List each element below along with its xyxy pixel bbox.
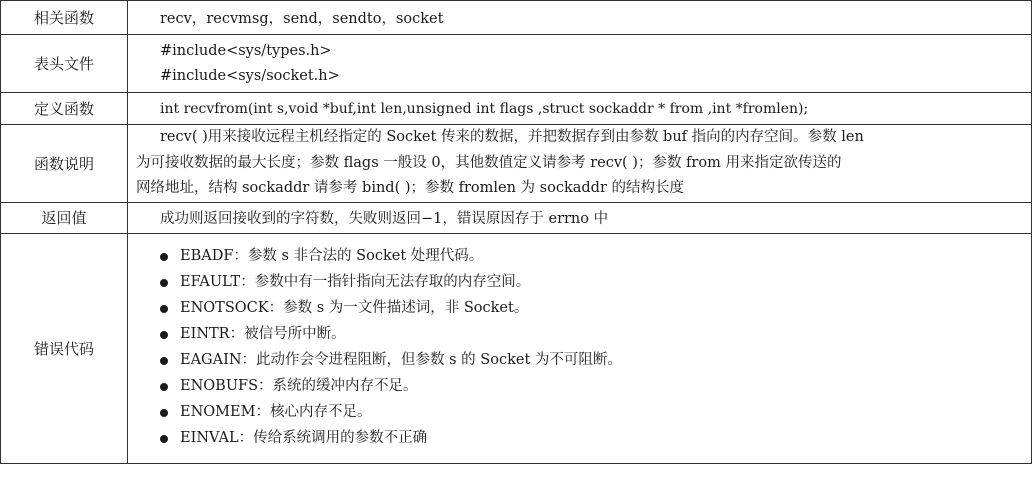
label-header-files: 表头文件 <box>1 35 128 93</box>
label-return-value: 返回值 <box>1 202 128 233</box>
error-code-text: EINVAL：传给系统调用的参数不正确 <box>180 429 428 446</box>
bullet-icon <box>160 357 168 365</box>
label-error-codes: 错误代码 <box>1 233 128 463</box>
row-definition <box>1 93 1032 125</box>
header-file-line: #include<sys/socket.h> <box>160 67 340 84</box>
bullet-icon <box>160 253 168 261</box>
label-description: 函数说明 <box>1 125 128 203</box>
list-item <box>160 322 1023 348</box>
list-item <box>160 374 1023 400</box>
bullet-icon <box>160 409 168 417</box>
error-code-text: EAGAIN：此动作会令进程阻断，但参数 s 的 Socket 为不可阻断。 <box>180 352 622 368</box>
row-header-files <box>1 35 1032 93</box>
description-line: 为可接收数据的最大长度；参数 flags 一般设 0，其他数值定义请参考 recv( )；参数 from 用来指定欲传送的 <box>136 154 842 171</box>
bullet-icon <box>160 331 168 339</box>
value-related-functions: recv，recvmsg，send，sendto，socket <box>128 1 1032 35</box>
value-description <box>128 125 1032 203</box>
value-error-codes <box>128 233 1032 463</box>
bullet-icon <box>160 305 168 313</box>
header-file-line: #include<sys/types.h> <box>160 42 332 59</box>
error-code-text: EFAULT：参数中有一指针指向无法存取的内存空间。 <box>180 274 531 291</box>
value-header-files <box>128 35 1032 93</box>
row-return-value <box>1 202 1032 233</box>
description-line: 网络地址，结构 sockaddr 请参考 bind( )；参数 fromlen 为 sockaddr 的结构长度 <box>136 180 684 196</box>
list-item <box>160 426 1023 452</box>
list-item <box>160 296 1023 322</box>
value-definition: int recvfrom(int s,void *buf,int len,unsigned int flags ,struct sockaddr * from ,int *fromlen); <box>128 93 1032 125</box>
label-related-functions: 相关函数 <box>1 1 128 35</box>
row-error-codes <box>1 233 1032 463</box>
error-code-text: ENOBUFS：系统的缓冲内存不足。 <box>180 377 418 394</box>
error-code-list <box>154 244 1023 451</box>
bullet-icon <box>160 279 168 287</box>
bullet-icon <box>160 383 168 391</box>
error-code-text: EINTR：被信号所中断。 <box>180 326 346 343</box>
row-related-functions <box>1 1 1032 35</box>
list-item <box>160 400 1023 426</box>
description-line: recv( )用来接收远程主机经指定的 Socket 传来的数据，并把数据存到由参数 buf 指向的内存空间。参数 len <box>160 129 864 145</box>
bullet-icon <box>160 435 168 443</box>
error-code-text: EBADF：参数 s 非合法的 Socket 处理代码。 <box>180 248 484 265</box>
value-return-value: 成功则返回接收到的字符数，失败则返回−1，错误原因存于 errno 中 <box>128 202 1032 233</box>
error-code-text: ENOTSOCK：参数 s 为一文件描述词，非 Socket。 <box>180 300 529 317</box>
list-item <box>160 270 1023 296</box>
row-description <box>1 125 1032 203</box>
list-item <box>160 244 1023 270</box>
list-item <box>160 348 1023 374</box>
error-code-text: ENOMEM：核心内存不足。 <box>180 403 372 420</box>
label-definition: 定义函数 <box>1 93 128 125</box>
